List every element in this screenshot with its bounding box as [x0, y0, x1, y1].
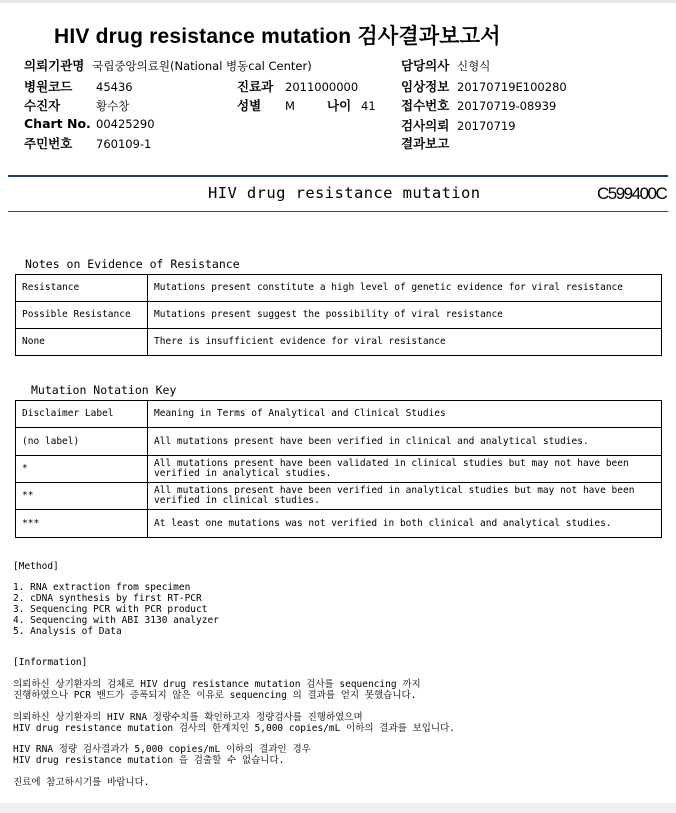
method-step: 5. Analysis of Data — [13, 626, 122, 637]
method-step: 3. Sequencing PCR with PCR product — [13, 604, 208, 615]
evidence-table — [15, 274, 662, 356]
age-label: 나이 — [327, 98, 352, 113]
evidence-label: Possible Resistance — [16, 302, 148, 329]
information-heading: [Information] — [13, 657, 88, 668]
band-code: C599400C — [597, 184, 667, 203]
table-row — [16, 483, 662, 510]
institution-label: 의뢰기관명 — [24, 58, 85, 73]
request-row — [401, 116, 516, 134]
method-step: 4. Sequencing with ABI 3130 analyzer — [13, 615, 219, 626]
clinical-info-value: 20170719E100280 — [457, 80, 567, 94]
band-bottom-rule — [8, 211, 668, 212]
evidence-section-title: Notes on Evidence of Resistance — [25, 257, 240, 271]
notation-text: All mutations present have been validated in clinical studies but may not have been verified in analytical studies. — [148, 456, 662, 483]
notation-label: ** — [16, 483, 148, 510]
chart-label: Chart No. — [24, 116, 91, 131]
notation-header-text: Meaning in Terms of Analytical and Clinical Studies — [148, 401, 662, 428]
evidence-label: Resistance — [16, 275, 148, 302]
dept-row — [237, 77, 358, 95]
evidence-text: Mutations present constitute a high level of genetic evidence for viral resistance — [148, 275, 662, 302]
chart-value: 00425290 — [96, 117, 155, 131]
notation-header-label: Disclaimer Label — [16, 401, 148, 428]
hospital-code-label: 병원코드 — [24, 79, 73, 94]
request-value: 20170719 — [457, 119, 516, 133]
table-row — [16, 456, 662, 483]
information-line: HIV drug resistance mutation 검사의 한계치인 5,000 copies/mL 이하의 결과를 보입니다. — [13, 723, 455, 734]
clinical-info-label: 임상정보 — [401, 79, 450, 94]
reception-row — [401, 96, 556, 114]
table-row — [16, 329, 662, 356]
clinical-info-row — [401, 77, 567, 95]
patient-label: 수진자 — [24, 98, 61, 113]
method-heading: [Method] — [13, 561, 59, 572]
information-line: HIV drug resistance mutation 을 검출할 수 없습니다. — [13, 755, 285, 766]
doctor-value: 신형식 — [457, 59, 491, 73]
notation-text: At least one mutations was not verified in both clinical and analytical studies. — [148, 510, 662, 538]
institution-row — [24, 56, 312, 74]
institution-value: 국립중앙의료원(National 병동cal Center) — [92, 59, 312, 73]
band-title: HIV drug resistance mutation — [208, 184, 481, 202]
patient-value: 황수창 — [96, 99, 130, 113]
notation-label: *** — [16, 510, 148, 538]
information-line: 진료에 참고하시기를 바랍니다. — [13, 777, 150, 788]
information-line: 진행하였으나 PCR 밴드가 증폭되지 않은 이유로 sequencing 의 결과를 얻지 못했습니다. — [13, 690, 417, 701]
dept-label: 진료과 — [237, 79, 274, 94]
top-border — [0, 0, 676, 3]
notation-text: All mutations present have been verified in analytical studies but may not have been verified in clinical studies. — [148, 483, 662, 510]
notation-text: All mutations present have been verified in clinical and analytical studies. — [148, 428, 662, 456]
information-line: HIV RNA 정량 검사결과가 5,000 copies/mL 이하의 결과인 경우 — [13, 744, 311, 755]
report-title: HIV drug resistance mutation 검사결과보고서 — [54, 25, 501, 48]
resident-label: 주민번호 — [24, 136, 73, 151]
method-step: 1. RNA extraction from specimen — [13, 582, 191, 593]
result-label: 결과보고 — [401, 136, 450, 151]
request-label: 검사의뢰 — [401, 118, 450, 133]
bottom-border — [0, 803, 676, 813]
sex-row — [237, 96, 376, 114]
notation-section-title: Mutation Notation Key — [31, 383, 177, 397]
dept-value: 2011000000 — [285, 80, 359, 94]
reception-label: 접수번호 — [401, 98, 450, 113]
resident-row — [24, 134, 151, 152]
doctor-label: 담당의사 — [401, 58, 450, 73]
evidence-text: There is insufficient evidence for viral resistance — [148, 329, 662, 356]
method-step: 2. cDNA synthesis by first RT-PCR — [13, 593, 202, 604]
evidence-label: None — [16, 329, 148, 356]
notation-table — [15, 400, 662, 538]
band-top-rule — [8, 175, 668, 177]
notation-label: * — [16, 456, 148, 483]
resident-value: 760109-1 — [96, 137, 152, 151]
evidence-text: Mutations present suggest the possibility of viral resistance — [148, 302, 662, 329]
information-line: 의뢰하신 상기환자의 검체로 HIV drug resistance mutation 검사를 sequencing 까지 — [13, 679, 421, 690]
age-value: 41 — [361, 99, 376, 113]
sex-label: 성별 — [237, 98, 262, 113]
notation-label: (no label) — [16, 428, 148, 456]
table-header-row — [16, 401, 662, 428]
table-row — [16, 302, 662, 329]
table-row — [16, 428, 662, 456]
chart-row — [24, 116, 155, 131]
doctor-row — [401, 56, 490, 74]
reception-value: 20170719-08939 — [457, 99, 557, 113]
information-line: 의뢰하신 상기환자의 HIV RNA 정량수치를 확인하고자 정량검사를 진행하였으며 — [13, 712, 363, 723]
sex-value: M — [285, 99, 295, 113]
hospital-code-row — [24, 77, 133, 95]
result-row — [401, 134, 457, 152]
table-row — [16, 275, 662, 302]
patient-row — [24, 96, 129, 114]
table-row — [16, 510, 662, 538]
hospital-code-value: 45436 — [96, 80, 133, 94]
